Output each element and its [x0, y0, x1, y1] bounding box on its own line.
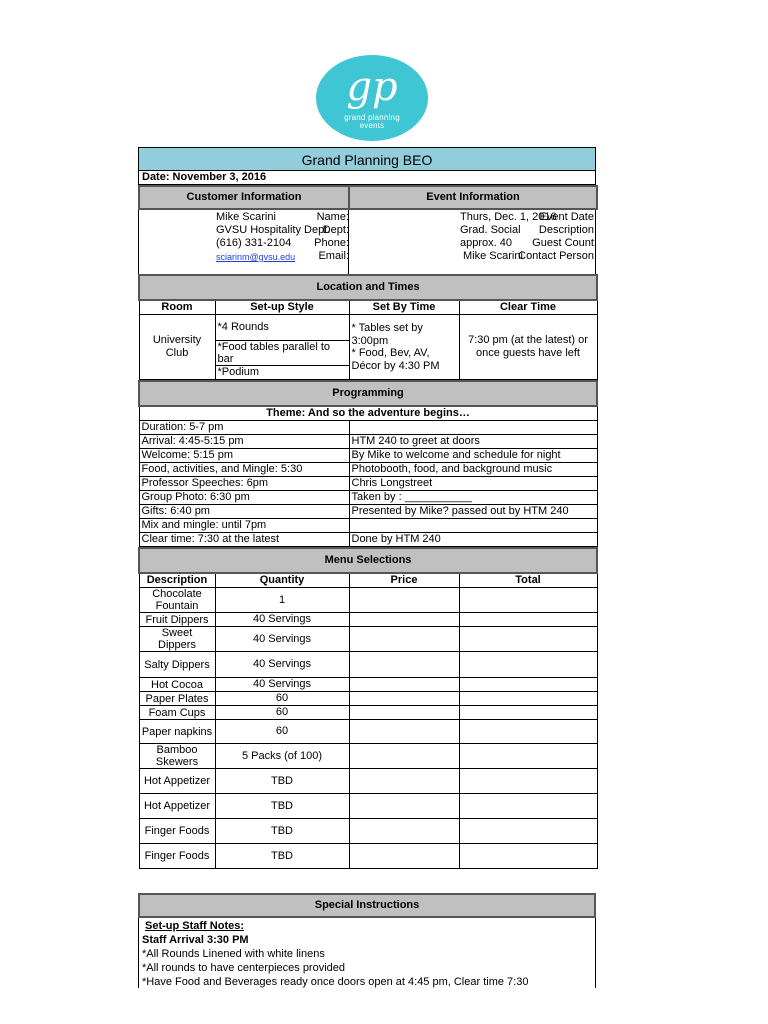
- programming-time: Duration: 5-7 pm: [139, 421, 349, 435]
- programming-time: Gifts: 6:40 pm: [139, 505, 349, 519]
- special-line-1: *All Rounds Linened with white linens: [142, 948, 325, 960]
- menu-item-quantity: 40 Servings: [215, 627, 349, 652]
- company-logo: [316, 55, 428, 141]
- special-line-2: *All rounds to have centerpieces provided: [142, 962, 346, 974]
- menu-item-price[interactable]: [349, 706, 459, 720]
- menu-item-description: Finger Foods: [139, 844, 215, 869]
- col-room: Room: [139, 300, 215, 315]
- programming-row: [139, 449, 597, 463]
- customer-info-header: Customer Information: [139, 186, 349, 209]
- menu-item-quantity: TBD: [215, 794, 349, 819]
- menu-item-total[interactable]: [459, 588, 597, 613]
- menu-item-quantity: TBD: [215, 844, 349, 869]
- event-date-label: Event Date:: [539, 211, 597, 223]
- customer-phone-label: Phone:: [314, 237, 349, 249]
- col-description: Description: [139, 573, 215, 588]
- menu-item-quantity: 60: [215, 692, 349, 706]
- menu-row: [139, 706, 597, 720]
- location-section: [138, 274, 598, 380]
- menu-item-description: Bamboo Skewers: [139, 744, 215, 769]
- menu-item-quantity: 40 Servings: [215, 678, 349, 692]
- logo-line-1: grand planning: [344, 113, 400, 122]
- programming-note: [349, 519, 597, 533]
- programming-row: [139, 505, 597, 519]
- programming-row: [139, 519, 597, 533]
- event-info: [349, 210, 597, 274]
- document-date: Date: November 3, 2016: [138, 171, 596, 185]
- menu-item-quantity: 60: [215, 720, 349, 744]
- col-price: Price: [349, 573, 459, 588]
- menu-item-total[interactable]: [459, 744, 597, 769]
- menu-item-total[interactable]: [459, 794, 597, 819]
- guest-count-label: Guest Count:: [532, 237, 597, 249]
- programming-note: Taken by : ___________: [349, 491, 597, 505]
- menu-item-price[interactable]: [349, 720, 459, 744]
- menu-section: [138, 547, 598, 869]
- menu-item-description: Hot Cocoa: [139, 678, 215, 692]
- programming-note: [349, 421, 597, 435]
- programming-note: Done by HTM 240: [349, 533, 597, 547]
- menu-item-price[interactable]: [349, 744, 459, 769]
- menu-item-description: Paper Plates: [139, 692, 215, 706]
- col-quantity: Quantity: [215, 573, 349, 588]
- menu-item-price[interactable]: [349, 613, 459, 627]
- programming-row: [139, 463, 597, 477]
- programming-note: By Mike to welcome and schedule for night: [349, 449, 597, 463]
- menu-item-price[interactable]: [349, 844, 459, 869]
- programming-row: [139, 421, 597, 435]
- customer-email-link[interactable]: sciarinm@gvsu.edu: [216, 252, 296, 262]
- menu-item-price[interactable]: [349, 769, 459, 794]
- programming-note: Chris Longstreet: [349, 477, 597, 491]
- programming-row: [139, 533, 597, 547]
- staff-arrival: Staff Arrival 3:30 PM: [142, 934, 249, 946]
- menu-row: [139, 720, 597, 744]
- menu-item-total[interactable]: [459, 769, 597, 794]
- menu-item-description: Foam Cups: [139, 706, 215, 720]
- menu-item-total[interactable]: [459, 678, 597, 692]
- menu-item-total[interactable]: [459, 692, 597, 706]
- customer-name-value: Mike Scarini: [216, 211, 276, 223]
- customer-phone-value: (616) 331-2104: [216, 237, 292, 249]
- menu-header: Menu Selections: [139, 548, 597, 573]
- menu-item-description: Hot Appetizer: [139, 794, 215, 819]
- logo-monogram: gp: [346, 64, 398, 110]
- programming-rows: [139, 421, 597, 547]
- menu-row: [139, 588, 597, 613]
- customer-dept-label: Dept:: [322, 224, 349, 236]
- menu-item-quantity: TBD: [215, 769, 349, 794]
- beo-sheet: [138, 147, 596, 988]
- programming-section: [138, 380, 598, 547]
- customer-info: [139, 210, 349, 274]
- programming-row: [139, 491, 597, 505]
- special-header: Special Instructions: [138, 893, 596, 918]
- programming-time: Clear time: 7:30 at the latest: [139, 533, 349, 547]
- menu-row: [139, 769, 597, 794]
- programming-time: Group Photo: 6:30 pm: [139, 491, 349, 505]
- programming-row: [139, 435, 597, 449]
- menu-item-total[interactable]: [459, 844, 597, 869]
- programming-theme: Theme: And so the adventure begins…: [139, 406, 597, 421]
- document-title: Grand Planning BEO: [138, 147, 596, 171]
- menu-item-quantity: 1: [215, 588, 349, 613]
- special-block: [138, 918, 596, 988]
- logo-text: [316, 114, 428, 130]
- menu-row: [139, 627, 597, 652]
- menu-row: [139, 692, 597, 706]
- special-line-3: *Have Food and Beverages ready once doors open at 4:45 pm, Clear time 7:30: [142, 976, 529, 988]
- event-date-value: Thurs, Dec. 1, 2016: [460, 211, 557, 223]
- menu-item-description: Finger Foods: [139, 819, 215, 844]
- room-value: University Club: [139, 315, 215, 380]
- customer-name-label: Name:: [316, 211, 349, 223]
- event-info-header: Event Information: [349, 186, 597, 209]
- contact-person-value: Mike Scarini: [463, 250, 523, 262]
- setup-notes-label: Set-up Staff Notes:: [145, 920, 244, 932]
- programming-note: HTM 240 to greet at doors: [349, 435, 597, 449]
- menu-row: [139, 744, 597, 769]
- menu-item-quantity: 40 Servings: [215, 652, 349, 678]
- menu-item-price[interactable]: [349, 678, 459, 692]
- programming-time: Mix and mingle: until 7pm: [139, 519, 349, 533]
- menu-row: [139, 819, 597, 844]
- programming-header: Programming: [139, 381, 597, 406]
- menu-item-total[interactable]: [459, 706, 597, 720]
- programming-note: Photobooth, food, and background music: [349, 463, 597, 477]
- col-setup-style: Set-up Style: [215, 300, 349, 315]
- guest-count-value: approx. 40: [460, 237, 512, 249]
- customer-dept-value: GVSU Hospitality Dept.: [216, 224, 331, 236]
- menu-item-description: Salty Dippers: [139, 652, 215, 678]
- setup-item-3: *Podium: [215, 366, 349, 380]
- menu-item-description: Hot Appetizer: [139, 769, 215, 794]
- contact-person-label: Contact Person:: [518, 250, 597, 262]
- location-header: Location and Times: [139, 275, 597, 300]
- menu-item-quantity: 5 Packs (of 100): [215, 744, 349, 769]
- programming-time: Arrival: 4:45-5:15 pm: [139, 435, 349, 449]
- menu-item-total[interactable]: [459, 627, 597, 652]
- logo-line-2: events: [359, 121, 385, 130]
- menu-item-price[interactable]: [349, 794, 459, 819]
- menu-item-total[interactable]: [459, 819, 597, 844]
- event-description-value: Grad. Social: [460, 224, 521, 236]
- programming-note: Presented by Mike? passed out by HTM 240: [349, 505, 597, 519]
- menu-item-quantity: TBD: [215, 819, 349, 844]
- info-headers: [138, 185, 598, 210]
- customer-email-label: Email:: [318, 250, 349, 262]
- menu-item-quantity: 40 Servings: [215, 613, 349, 627]
- col-clear-time: Clear Time: [459, 300, 597, 315]
- menu-item-description: Chocolate Fountain: [139, 588, 215, 613]
- col-set-by-time: Set By Time: [349, 300, 459, 315]
- programming-row: [139, 477, 597, 491]
- menu-item-total[interactable]: [459, 652, 597, 678]
- menu-row: [139, 613, 597, 627]
- setup-item-2: *Food tables parallel to bar: [215, 341, 349, 366]
- menu-row: [139, 678, 597, 692]
- programming-time: Professor Speeches: 6pm: [139, 477, 349, 491]
- col-total: Total: [459, 573, 597, 588]
- menu-row: [139, 794, 597, 819]
- menu-item-description: Fruit Dippers: [139, 613, 215, 627]
- event-description-label: Description:: [538, 224, 597, 236]
- set-by-value: * Tables set by 3:00pm * Food, Bev, AV, Décor by 4:30 PM: [349, 315, 459, 380]
- menu-rows: [139, 588, 597, 869]
- menu-item-total[interactable]: [459, 720, 597, 744]
- programming-time: Welcome: 5:15 pm: [139, 449, 349, 463]
- setup-item-1: *4 Rounds: [215, 315, 349, 341]
- menu-item-description: Sweet Dippers: [139, 627, 215, 652]
- menu-item-price[interactable]: [349, 652, 459, 678]
- programming-time: Food, activities, and Mingle: 5:30: [139, 463, 349, 477]
- menu-item-description: Paper napkins: [139, 720, 215, 744]
- menu-row: [139, 652, 597, 678]
- menu-item-price[interactable]: [349, 627, 459, 652]
- menu-item-price[interactable]: [349, 692, 459, 706]
- info-block: [138, 210, 596, 274]
- menu-row: [139, 844, 597, 869]
- menu-item-total[interactable]: [459, 613, 597, 627]
- menu-item-price[interactable]: [349, 819, 459, 844]
- clear-time-value: 7:30 pm (at the latest) or once guests have left: [459, 315, 597, 380]
- menu-item-quantity: 60: [215, 706, 349, 720]
- menu-item-price[interactable]: [349, 588, 459, 613]
